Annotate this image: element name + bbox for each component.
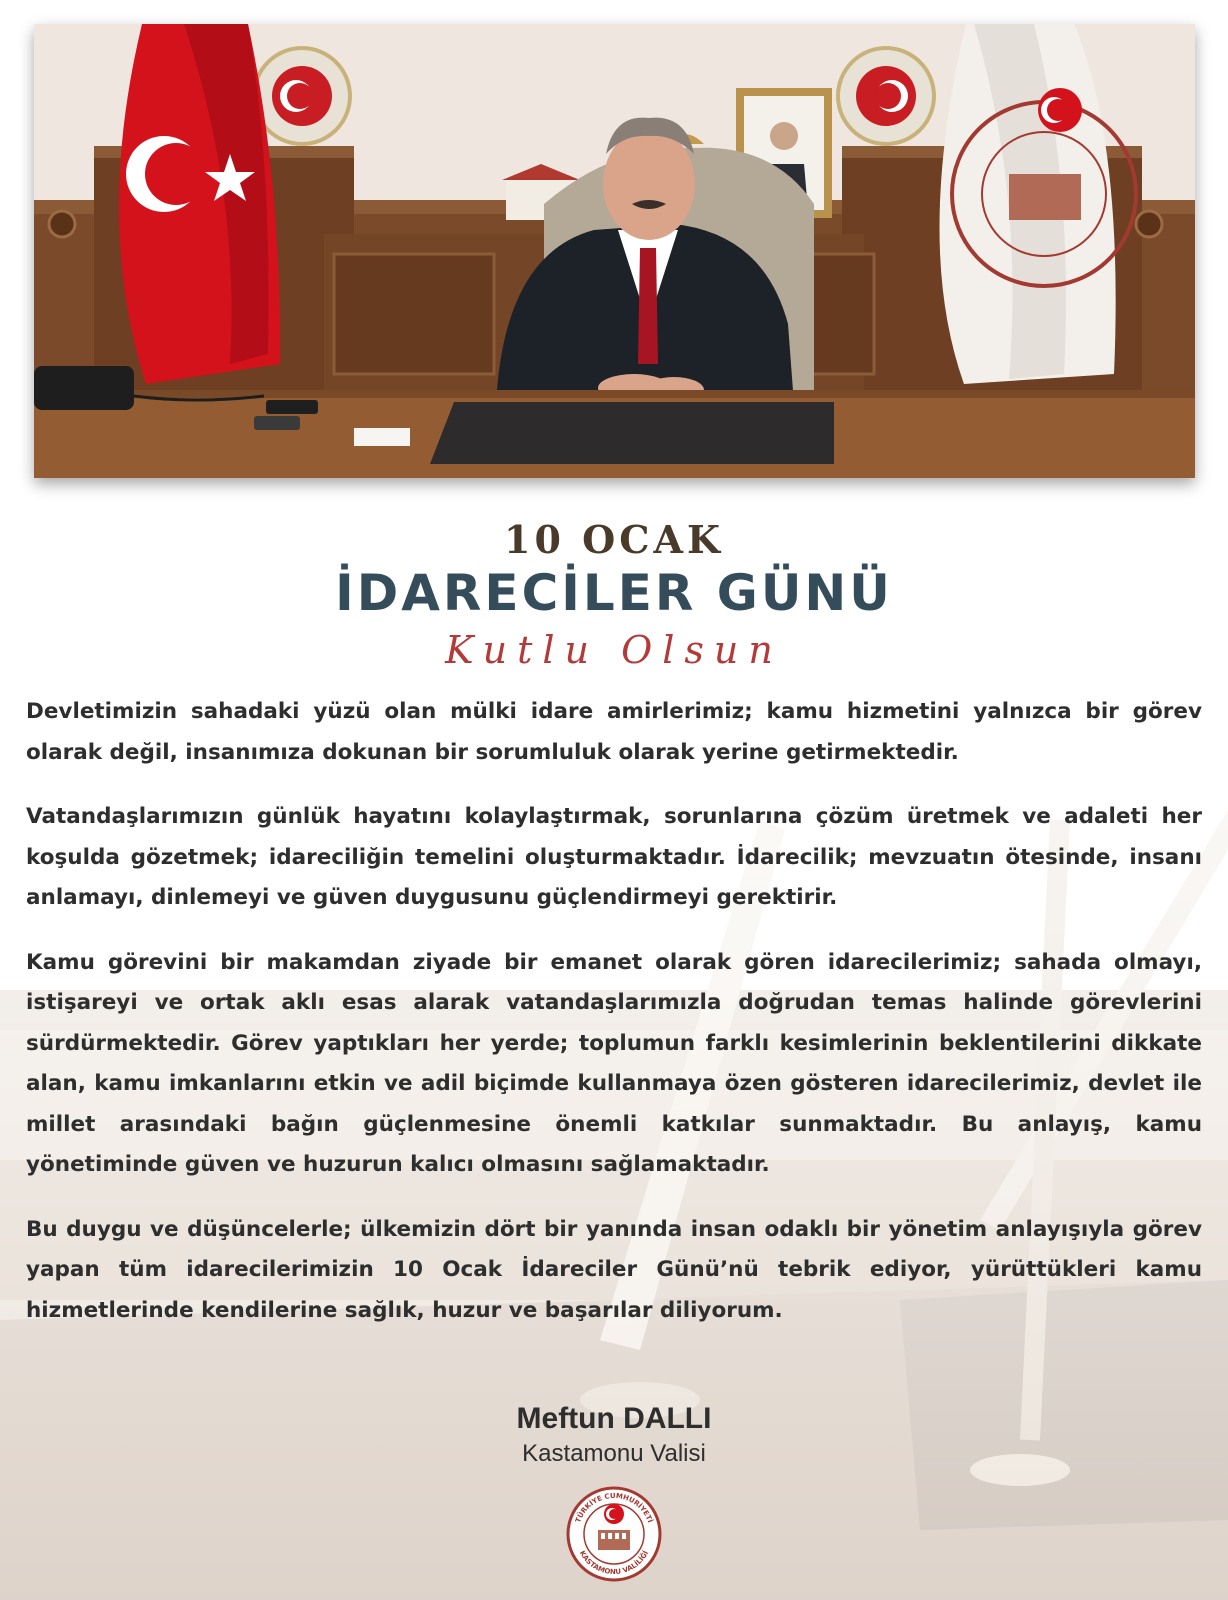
script-subtitle: Kutlu Olsun [445,628,783,672]
paragraph-1: Devletimizin sahadaki yüzü olan mülki idare amirlerimiz; kamu hizmetini yalnızca bir görev olarak değil, insanımıza dokunan bir sorumluluk olarak yerine getirmektedir. [26,699,1202,765]
paragraph-2: Vatandaşlarımızın günlük hayatını kolaylaştırmak, sorunlarına çözüm üretmek ve adaleti her koşulda gözetmek; idareciliğin temelini oluşturmaktadır. İdarecilik; mevzuatın ötesinde, insanı anlamayı, dinlemeyi ve güven duygusunu güçlendirmeyi gerektirir. [26,804,1202,910]
date-heading: 10 OCAK [504,517,724,562]
governorship-seal-logo [566,1486,662,1582]
signatory-name: Meftun DALLI [516,1402,712,1435]
paragraph-4: Bu duygu ve düşüncelerle; ülkemizin dört bir yanında insan odaklı bir yönetim anlayışıyla görev yapan tüm idarecilerimizin 10 Ocak İdareciler Günü’nü tebrik ediyor, yürüttükleri kamu hizmetlerinde kendilerine sağlık, huzur ve başarılar diliyorum. [26,1216,1202,1323]
svg-text:KASTAMONU VALİLİĞİ: KASTAMONU VALİLİĞİ [577,1549,651,1577]
title-block [0,518,1228,674]
page-title: İDARECİLER GÜNÜ [335,564,893,622]
paragraph-3: Kamu görevini bir makamdan ziyade bir emanet olarak gören idarecilerimiz; sahada olmayı, istişareyi ve ortak aklı esas alarak vatandaşlarımızla doğrudan temas halinde görevlerini sürdürmektedir. Görev yaptıkları her yerde; toplumun farklı kesimlerinin beklentilerini dikkate alan, kamu imkanlarını etkin ve adil biçimde kullanmaya özen gösteren idarecilerimiz, devlet ile millet arasındaki bağın güçlenmesine önemli katkılar sunmaktadır. Bu anlayış, kamu yönetiminde güven ve huzurun kalıcı olmasını sağlamaktadır. [26,949,1202,1177]
message-body [26,692,1202,1355]
signatory-title: Kastamonu Valisi [522,1440,706,1467]
signature-block [0,1402,1228,1470]
svg-text:TÜRKİYE CUMHURİYETİ: TÜRKİYE CUMHURİYETİ [574,1491,654,1524]
governor-photo [34,24,1195,478]
